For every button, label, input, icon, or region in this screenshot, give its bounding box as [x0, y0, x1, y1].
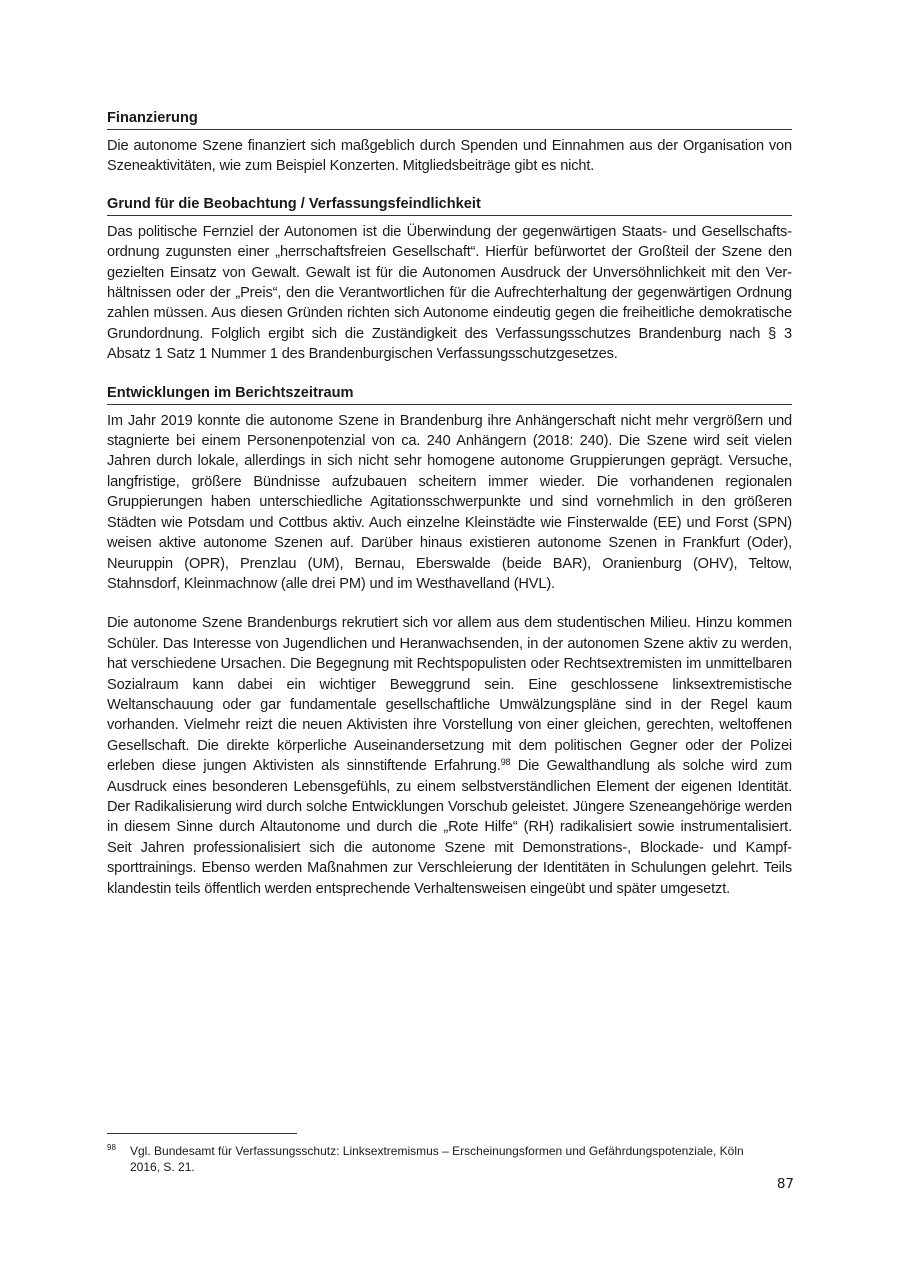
heading-reason: Grund für die Beobachtung / Verfassungsfeindlichkeit — [107, 194, 792, 216]
page-number: 87 — [776, 1176, 794, 1192]
paragraph-reason: Das politische Fernziel der Autonomen ist die Überwindung der gegenwärtigen Staats- und Gesellschaftsordnung zugunsten einer „herrschaftsfreien Gesellschaft“. Hierfür befürwortet der Großteil der Szene den gezielten Einsatz von Gewalt. Gewalt ist für die Autonomen Ausdruck der Unversöhnlichkeit mit den Verhältnissen oder der „Preis“, den die Verantwortlichen für die Aufrechterhaltung der gegenwärtigen Ordnung zahlen müssen. Aus diesen Gründen richten sich Autonome eindeutig gegen die freiheitliche demokratische Grundordnung. Folglich ergibt sich die Zuständigkeit des Verfassungsschutzes Brandenburg nach § 3 Absatz 1 Satz 1 Nummer 1 des Brandenburgischen Verfassungsschutzgesetzes. — [107, 223, 792, 363]
paragraph-developments-1: Im Jahr 2019 konnte die autonome Szene in Brandenburg ihre Anhängerschaft nicht mehr vergrößern und stagnierte bei einem Personenpotenzial von ca. 240 Anhängern (2018: 240). Die Szene wird seit vielen Jahren durch lokale, allerdings in sich nicht sehr homogene autonome Gruppierungen geprägt. Versuche, langfristige, größere Bündnisse aufzubauen scheitern immer wieder. Die vorhandenen regionalen Gruppierungen haben unterschiedliche Agitationsschwerpunkte und sind vornehmlich in den größeren Städten wie Potsdam und Cottbus aktiv. Auch einzelne Kleinstädte wie Finsterwalde (EE) und Forst (SPN) weisen aktive autonome Szenen auf. Darüber hinaus existieren autonome Szenen in Frankfurt (Oder), Neuruppin (OPR), Prenzlau (UM), Bernau, Eberswalde (beide BAR), Oranienburg (OHV), Teltow, Stahnsdorf, Kleinmachnow (alle drei PM) und im Westhavelland (HVL). — [107, 412, 792, 592]
paragraph-developments-2 — [107, 613, 792, 899]
paragraph-text-part: Die autonome Szene Brandenburgs rekrutiert sich vor allem aus dem studentischen Milieu. Hinzu kommen Schüler. Das Interesse von Jugendlichen und Heranwachsenden, in der autonomen Szene aktiv zu werden, hat verschiedene Ursachen. Die Begegnung mit Rechtspopulisten oder Rechtsextremisten im unmittelbaren Sozialraum kann dabei ein wichtiger Beweggrund sein. Eine geschlossene linksextremistische Weltanschauung oder gar fundamentale gesellschaftliche Umwälzungspläne sind in der Regel kaum vorhanden. Vielmehr reizt die neuen Aktivisten ihre Vorstellung von einer gleichen, gerechten, weltoffenen Gesellschaft. Die direkte körperliche Auseinandersetzung mit dem politischen Gegner oder der Polizei erleben diese jungen Aktivisten als sinnstiftende Erfahrung. — [107, 615, 792, 775]
paragraph-financing: Die autonome Szene finanziert sich maßgeblich durch Spenden und Einnahmen aus der Organisation von Szeneaktivitäten, wie zum Beispiel Konzerten. Mitgliedsbeiträge gibt es nicht. — [107, 138, 792, 175]
footnote — [107, 1143, 767, 1175]
main-content — [107, 108, 792, 899]
footnote-reference[interactable]: 98 — [500, 757, 511, 768]
section-developments — [107, 383, 792, 899]
footnote-text: Vgl. Bundesamt für Verfassungsschutz: Linksextremismus – Erscheinungsformen und Gefährdungspotenziale, Köln 2016, S. 21. — [130, 1144, 744, 1174]
section-financing — [107, 108, 792, 177]
heading-developments: Entwicklungen im Berichtszeitraum — [107, 383, 792, 405]
footnote-divider — [107, 1133, 297, 1134]
section-reason — [107, 194, 792, 365]
paragraph-text-part: Die Gewalthandlung als solche wird zum Ausdruck eines besonderen Lebensgefühls, zu einem selbstverständlichen Element der eigenen Identität. Der Radikalisierung wird durch solche Entwicklungen Vorschub geleistet. Jüngere Szeneangehörige werden in diesem Sinne durch Altautonome und durch die „Rote Hilfe“ (RH) radikalisiert sowie instrumentalisiert. Seit Jahren professionalisiert sich die autonome Szene mit Demonstrations-, Blockade- und Kampfsporttrainings. Ebenso werden Maßnahmen zur Verschleierung der Identitäten in Schulungen gelehrt. Teils klandestin teils öffentlich werden entsprechende Verhaltensweisen eingeübt und später umgesetzt. — [107, 758, 792, 897]
footnote-number: 98 — [107, 1143, 116, 1152]
heading-financing: Finanzierung — [107, 108, 792, 130]
